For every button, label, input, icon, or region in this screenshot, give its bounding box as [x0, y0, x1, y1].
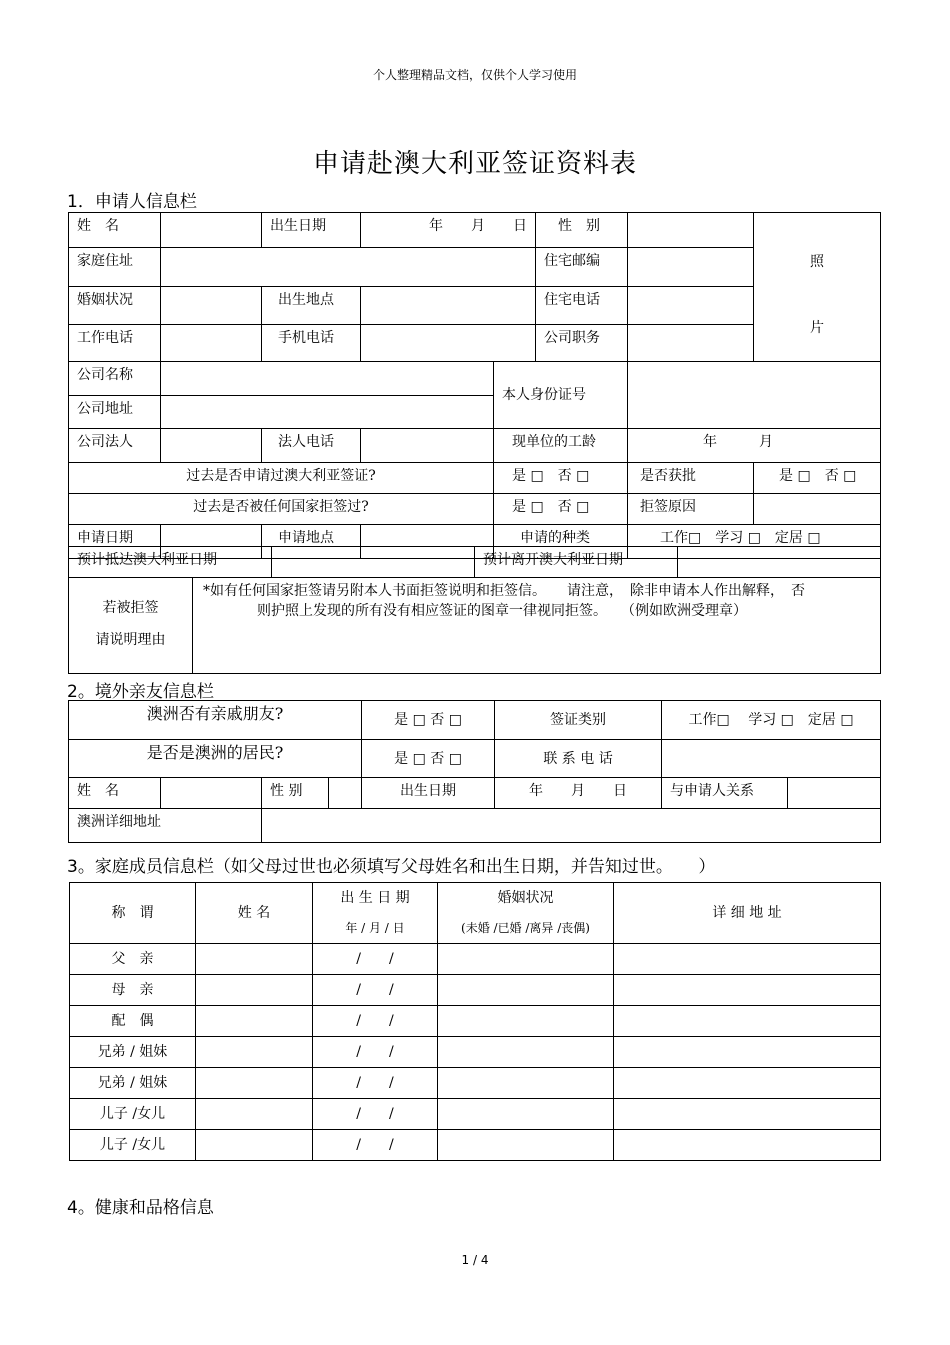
field-birthplace[interactable] — [361, 287, 536, 324]
refusal-note-line-1: *如有任何国家拒签请另附本人书面拒签说明和拒签信。 请注意， 除非申请本人作出解释， 否 — [203, 583, 805, 599]
label-marital: 婚姻状况 — [69, 287, 161, 324]
field-relative-birth[interactable]: 年 月 日 — [495, 778, 662, 809]
family-name[interactable] — [196, 944, 313, 975]
overseas-relatives-table — [68, 700, 881, 843]
family-members-table — [69, 882, 881, 1161]
col-relation: 称 谓 — [70, 883, 196, 944]
label-visa-type: 申请的种类 — [494, 525, 628, 559]
family-address[interactable] — [614, 1130, 881, 1161]
family-relation: 父 亲 — [70, 944, 196, 975]
family-relation: 兄弟 / 姐妹 — [70, 1068, 196, 1099]
field-id-number[interactable] — [628, 362, 881, 429]
table-row — [70, 1068, 881, 1099]
family-address[interactable] — [614, 944, 881, 975]
field-mobile[interactable] — [361, 324, 536, 361]
page-title: 申请赴澳大利亚签证资料表 — [312, 149, 637, 179]
label-relationship: 与申请人关系 — [662, 778, 788, 809]
label-id-number: 本人身份证号 — [494, 362, 628, 429]
field-au-address[interactable] — [262, 809, 881, 843]
family-birth[interactable]: / / — [313, 1037, 438, 1068]
label-birth-date: 出生日期 — [262, 213, 361, 248]
field-refusal-reason[interactable] — [754, 494, 881, 525]
label-name: 姓 名 — [69, 213, 161, 248]
section2-heading: 2。境外亲友信息栏 — [67, 682, 214, 702]
checkbox-visa-category[interactable]: 工作□ 学习 □ 定居 □ — [662, 701, 881, 740]
col-marital-title: 婚姻状况 — [497, 890, 554, 906]
field-relationship[interactable] — [788, 778, 881, 809]
field-legal-rep[interactable] — [161, 429, 262, 463]
label-refusal-reason: 拒签原因 — [628, 494, 754, 525]
field-name[interactable] — [161, 213, 262, 248]
family-name[interactable] — [196, 1068, 313, 1099]
table-row — [70, 1006, 881, 1037]
label-work-phone: 工作电话 — [69, 324, 161, 361]
label-relative-name: 姓 名 — [69, 778, 161, 809]
refusal-explanation-table — [68, 577, 881, 674]
label-mobile: 手机电话 — [262, 324, 361, 361]
table-row — [70, 1099, 881, 1130]
family-relation: 配 偶 — [70, 1006, 196, 1037]
label-departure-date: 预计离开澳大利亚日期 — [475, 547, 678, 578]
label-relative-gender: 性 别 — [262, 778, 329, 809]
family-birth[interactable]: / / — [313, 975, 438, 1006]
family-relation: 母 亲 — [70, 975, 196, 1006]
label-apply-place: 申请地点 — [262, 525, 361, 559]
field-company-address[interactable] — [161, 396, 494, 429]
label-au-address: 澳洲详细地址 — [69, 809, 262, 843]
checkbox-has-relatives[interactable]: 是 □ 否 □ — [362, 701, 495, 740]
field-relative-name[interactable] — [161, 778, 262, 809]
family-relation: 兄弟 / 姐妹 — [70, 1037, 196, 1068]
label-approved: 是否获批 — [628, 463, 754, 494]
label-home-phone: 住宅电话 — [536, 287, 628, 324]
family-name[interactable] — [196, 1099, 313, 1130]
label-is-resident: 是否是澳洲的居民? — [69, 740, 362, 778]
col-marital — [438, 883, 614, 944]
col-birth-format: 年 / 月 / 日 — [345, 921, 405, 935]
table-row — [70, 944, 881, 975]
family-address[interactable] — [614, 1006, 881, 1037]
family-marital[interactable] — [438, 1068, 614, 1099]
label-birthplace: 出生地点 — [262, 287, 361, 324]
field-work-years[interactable]: 年 月 — [628, 429, 881, 463]
family-name[interactable] — [196, 1130, 313, 1161]
col-name: 姓 名 — [196, 883, 313, 944]
family-address[interactable] — [614, 1037, 881, 1068]
field-work-phone[interactable] — [161, 324, 262, 361]
table-row — [70, 1130, 881, 1161]
table-row — [70, 975, 881, 1006]
label-legal-rep: 公司法人 — [69, 429, 161, 463]
family-birth[interactable]: / / — [313, 1006, 438, 1037]
checkbox-is-resident[interactable]: 是 □ 否 □ — [362, 740, 495, 778]
family-marital[interactable] — [438, 1037, 614, 1068]
refusal-note-line-2: 则护照上发现的所有没有相应签证的图章一律视同拒签。 （例如欧洲受理章） — [257, 603, 747, 619]
label-refused-before: 过去是否被任何国家拒签过? — [69, 494, 494, 525]
photo-label-2: 片 — [810, 320, 825, 336]
label-legal-phone: 法人电话 — [262, 429, 361, 463]
label-company-address: 公司地址 — [69, 396, 161, 429]
col-birth — [313, 883, 438, 944]
label-work-years: 现单位的工龄 — [494, 429, 628, 463]
label-company-name: 公司名称 — [69, 362, 161, 396]
family-relation: 儿子 /女儿 — [70, 1099, 196, 1130]
label-has-relatives: 澳洲否有亲戚朋友? — [69, 701, 362, 740]
label-arrival-date: 预计抵达澳大利亚日期 — [69, 547, 272, 578]
checkbox-visa-type[interactable]: 工作□ 学习 □ 定居 □ — [628, 525, 881, 559]
family-birth[interactable]: / / — [313, 944, 438, 975]
family-address[interactable] — [614, 1068, 881, 1099]
refusal-note[interactable] — [193, 578, 881, 674]
family-name[interactable] — [196, 1037, 313, 1068]
checkbox-approved[interactable]: 是 □ 否 □ — [754, 463, 881, 494]
if-refused-line-2: 请说明理由 — [95, 632, 166, 648]
field-legal-phone[interactable] — [361, 429, 494, 463]
field-birth-date[interactable]: 年 月 日 — [361, 213, 536, 248]
family-marital[interactable] — [438, 975, 614, 1006]
section4-heading: 4。健康和品格信息 — [67, 1198, 214, 1218]
photo-label-1: 照 — [810, 254, 825, 270]
if-refused-line-1: 若被拒签 — [102, 600, 159, 616]
family-marital[interactable] — [438, 1130, 614, 1161]
field-arrival-date[interactable] — [272, 547, 475, 578]
family-name[interactable] — [196, 975, 313, 1006]
family-name[interactable] — [196, 1006, 313, 1037]
label-applied-before: 过去是否申请过澳大利亚签证? — [69, 463, 494, 494]
label-position: 公司职务 — [536, 324, 628, 361]
label-contact-phone: 联 系 电 话 — [495, 740, 662, 778]
section1-heading: 1．申请人信息栏 — [67, 192, 197, 212]
family-address[interactable] — [614, 1099, 881, 1130]
family-relation: 儿子 /女儿 — [70, 1130, 196, 1161]
label-home-zip: 住宅邮编 — [536, 247, 628, 287]
col-address: 详 细 地 址 — [614, 883, 881, 944]
label-apply-date: 申请日期 — [69, 525, 161, 559]
checkbox-applied-before[interactable]: 是 □ 否 □ — [494, 463, 628, 494]
col-birth-title: 出 生 日 期 — [340, 890, 410, 906]
label-gender: 性 别 — [536, 213, 628, 248]
applicant-info-table — [68, 212, 881, 559]
label-home-address: 家庭住址 — [69, 247, 161, 287]
checkbox-refused-before[interactable]: 是 □ 否 □ — [494, 494, 628, 525]
table-row — [70, 1037, 881, 1068]
label-visa-category: 签证类别 — [495, 701, 662, 740]
field-home-zip[interactable] — [628, 247, 754, 287]
travel-dates-table — [68, 546, 881, 578]
label-if-refused — [69, 578, 193, 674]
label-relative-birth: 出生日期 — [362, 778, 495, 809]
photo-box — [754, 213, 881, 362]
field-home-phone[interactable] — [628, 287, 754, 324]
family-marital[interactable] — [438, 1006, 614, 1037]
family-birth[interactable]: / / — [313, 1068, 438, 1099]
family-birth[interactable]: / / — [313, 1130, 438, 1161]
header-note: 个人整理精品文档，仅供个人学习使用 — [372, 68, 577, 82]
field-contact-phone[interactable] — [662, 740, 881, 778]
field-marital[interactable] — [161, 287, 262, 324]
section3-heading: 3。家庭成员信息栏（如父母过世也必须填写父母姓名和出生日期，并告知过世。 ） — [67, 857, 716, 877]
family-address[interactable] — [614, 975, 881, 1006]
col-marital-options: (未婚 /已婚 /离异 /丧偶) — [461, 921, 590, 935]
field-home-address[interactable] — [161, 247, 536, 287]
family-marital[interactable] — [438, 944, 614, 975]
family-birth[interactable]: / / — [313, 1099, 438, 1130]
page-number: 1 / 4 — [461, 1253, 489, 1267]
field-relative-gender[interactable] — [329, 778, 362, 809]
field-gender[interactable] — [628, 213, 754, 248]
field-position[interactable] — [628, 324, 754, 361]
field-departure-date[interactable] — [678, 547, 881, 578]
field-company-name[interactable] — [161, 362, 494, 396]
family-marital[interactable] — [438, 1099, 614, 1130]
